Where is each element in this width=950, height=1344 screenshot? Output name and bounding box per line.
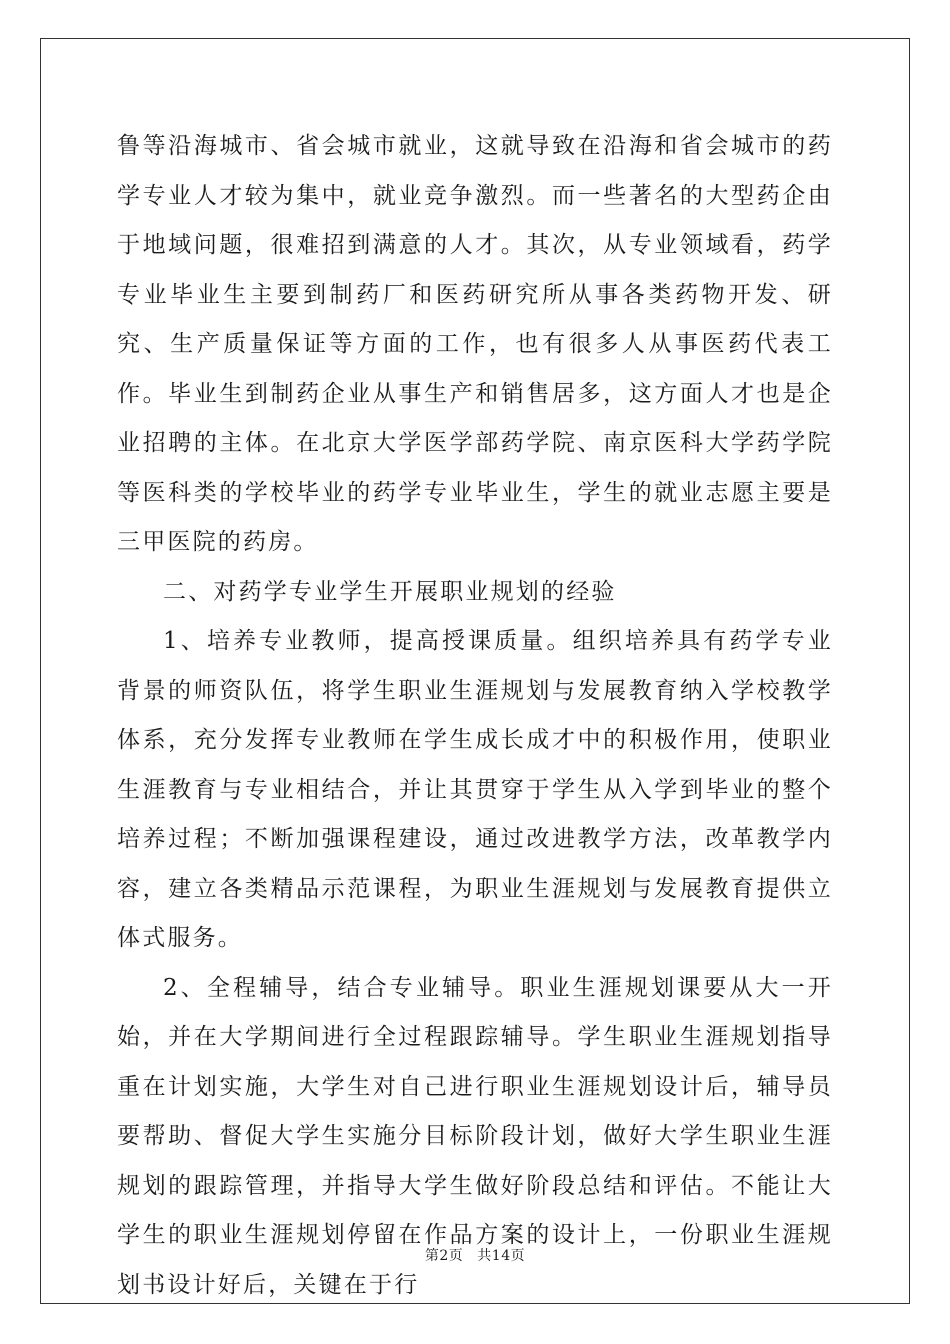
paragraph-continuation: 鲁等沿海城市、省会城市就业，这就导致在沿海和省会城市的药学专业人才较为集中，就业竞争激烈。而一些著名的大型药企由于地域问题，很难招到满意的人才。其次，从专业领域看，药学专业毕业生主要到制药厂和医药研究所从事各类药物开发、研究、生产质量保证等方面的工作，也有很多人从事医药代表工作。毕业生到制药企业从事生产和销售居多，这方面人才也是企业招聘的主体。在北京大学医学部药学院、南京医科大学药学院等医科类的学校毕业的药学专业毕业生，学生的就业志愿主要是三甲医院的药房。 <box>117 133 833 555</box>
section-heading: 二、对药学专业学生开展职业规划的经验 <box>163 578 617 605</box>
page-footer <box>0 1245 950 1265</box>
page-total: 共14页 <box>477 1248 526 1264</box>
page-number: 第2页 <box>424 1248 464 1264</box>
paragraph-item-2: 2、全程辅导，结合专业辅导。职业生涯规划课要从大一开始，并在大学期间进行全过程跟踪辅导。学生职业生涯规划指导重在计划实施，大学生对自己进行职业生涯规划设计后，辅导员要帮助、督促大学生实施分目标阶段计划，做好大学生职业生涯规划的跟踪管理，并指导大学生做好阶段总结和评估。不能让大学生的职业生涯规划停留在作品方案的设计上，一份职业生涯规划书设计好后，关键在于行 <box>117 974 833 1298</box>
paragraph-item-1: 1、培养专业教师，提高授课质量。组织培养具有药学专业背景的师资队伍，将学生职业生涯规划与发展教育纳入学校教学体系，充分发挥专业教师在学生成长成才中的积极作用，使职业生涯教育与专业相结合，并让其贯穿于学生从入学到毕业的整个培养过程；不断加强课程建设，通过改进教学方法，改革教学内容，建立各类精品示范课程，为职业生涯规划与发展教育提供立体式服务。 <box>117 628 833 951</box>
document-body <box>117 122 833 1310</box>
